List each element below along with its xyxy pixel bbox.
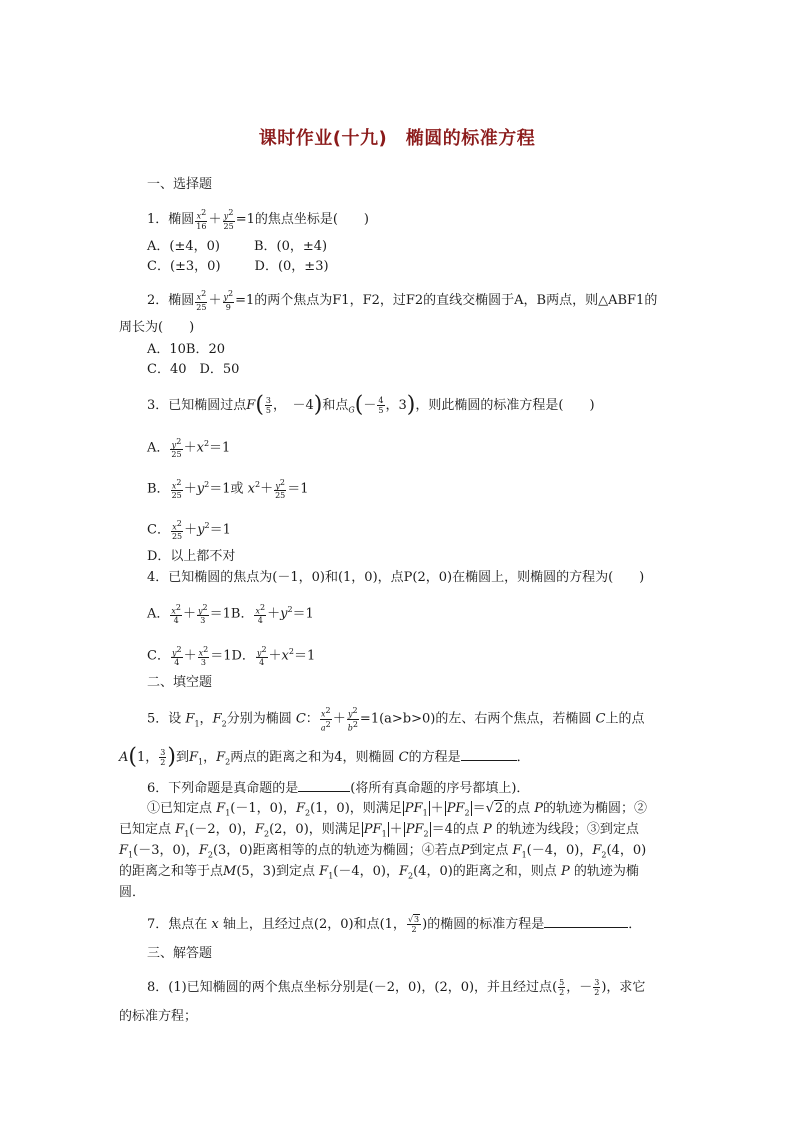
page-title: 课时作业(十九) 椭圆的标准方程 (258, 128, 536, 149)
section-heading-fill: 二、填空题 (147, 675, 213, 690)
q6-line-4: 的距离之和等于点M(5，3)到定点 $F_1(-4$，0)，$F_2(4$，0)的距离之和，则点 P 的轨迹为椭 (119, 864, 639, 881)
q5-line-2: A(1， $\frac{3}{2}$ )到$F_1$，$F_2$两点的距离之和为4，则椭圆 C的方程是 ． (119, 744, 530, 770)
q6-line-1: ①已知定点 $F_1(-1$，0)，$F_2(1$，0)，则满足 $PF_1 + PF_2 =√2$的点 P的轨迹为椭圆；② (147, 801, 648, 818)
q3-option-a: A． $\frac{y^2}{25}$ $+x^2=1$ (147, 436, 231, 460)
q8-line-2: 的标准方程； (119, 1009, 198, 1024)
q3-option-b: B． $\frac{x^2}{25}$ $+y^2=1$或 $x^2+$ $\frac{y^2}{25}$ ＝1 (147, 477, 309, 501)
q6-line-5: 圆． (119, 885, 146, 900)
q2-line-2: 周长为( ) (119, 320, 195, 335)
question-7: 7．焦点在 x 轴上，且经过点(2，0)和点(1， $\frac{√3}{2}$ )的椭圆的标准方程是 ． (147, 915, 642, 934)
q2-options-ab: A．10B．20 (147, 342, 226, 357)
question-8: 8．(1)已知椭圆的两个焦点坐标分别是(－2，0)，(2，0)，并且经过点( $\frac{5}{2}$ ，－ $\frac{3}{2}$ )，求它 (147, 978, 646, 997)
question-3: 3．已知椭圆过点F( $\frac{3}{5}$ ， －4)和点$_G$(－ $\frac{4}{5}$ ，3)，则此椭圆的标准方程是( ) (147, 392, 595, 418)
q2-options-cd: C．40 D．50 (147, 362, 240, 377)
q4-options-cd: C． $\frac{y^2}{4}$ ＋ $\frac{x^2}{3}$ ＝1D． $\frac{y^2}{4}$ $+x^2=1$ (147, 644, 316, 668)
question-4: 4．已知椭圆的焦点为(－1，0)和(1，0)，点P(2，0)在椭圆上，则椭圆的方程为( ) (147, 570, 645, 585)
q1-options-ab: A．(±4，0) B．(0，±4) (147, 239, 328, 254)
question-2: 2．椭圆 $\frac{x^2}{25}$ ＋ $\frac{y^2}{9}$ =1的两个焦点为F1，F2，过F2的直线交椭圆于A，B两点，则△ABF1的 (147, 289, 658, 312)
question-6: 6．下列命题是真命题的是 (将所有真命题的序号都填上)． (147, 781, 530, 796)
q6-answer-blank[interactable] (298, 779, 350, 792)
q7-answer-blank[interactable] (544, 915, 628, 928)
question-5: 5．设 $F_1$，$F_2$分别为椭圆 C： $\frac{x^2}{a^2}$ ＋ $\frac{y^2}{b^2}$ =1(a>b>0)的左、右两个焦点，若椭圆 C上的点 (147, 706, 645, 733)
q3-option-c: C． $\frac{x^2}{25}$ $+y^2=1$ (147, 518, 231, 542)
q3-option-d: D．以上都不对 (147, 549, 236, 564)
q6-line-3: $F_1(-3$，0)，$F_2(3$，0)距离相等的点的轨迹为椭圆；④若点P到定点 $F_1(-4$，0)，$F_2(4$，0) (119, 843, 647, 860)
q1-options-cd: C．(±3，0) D．(0，±3) (147, 259, 329, 274)
q5-answer-blank[interactable] (461, 748, 517, 761)
q6-line-2: 已知定点 $F_1(-2$，0)，$F_2(2$，0)，则满足 $PF_1 + PF_2 =4$的点 P 的轨迹为线段；③到定点 (119, 822, 639, 839)
section-heading-choice: 一、选择题 (147, 177, 213, 192)
section-heading-solve: 三、解答题 (147, 946, 213, 961)
question-1: 1．椭圆 $\frac{x^2}{16}$ ＋ $\frac{y^2}{25}$ =1的焦点坐标是( ) (147, 208, 369, 231)
q4-options-ab: A． $\frac{x^2}{4}$ ＋ $\frac{y^2}{3}$ ＝1B． $\frac{x^2}{4}$ $+y^2=1$ (147, 602, 314, 626)
